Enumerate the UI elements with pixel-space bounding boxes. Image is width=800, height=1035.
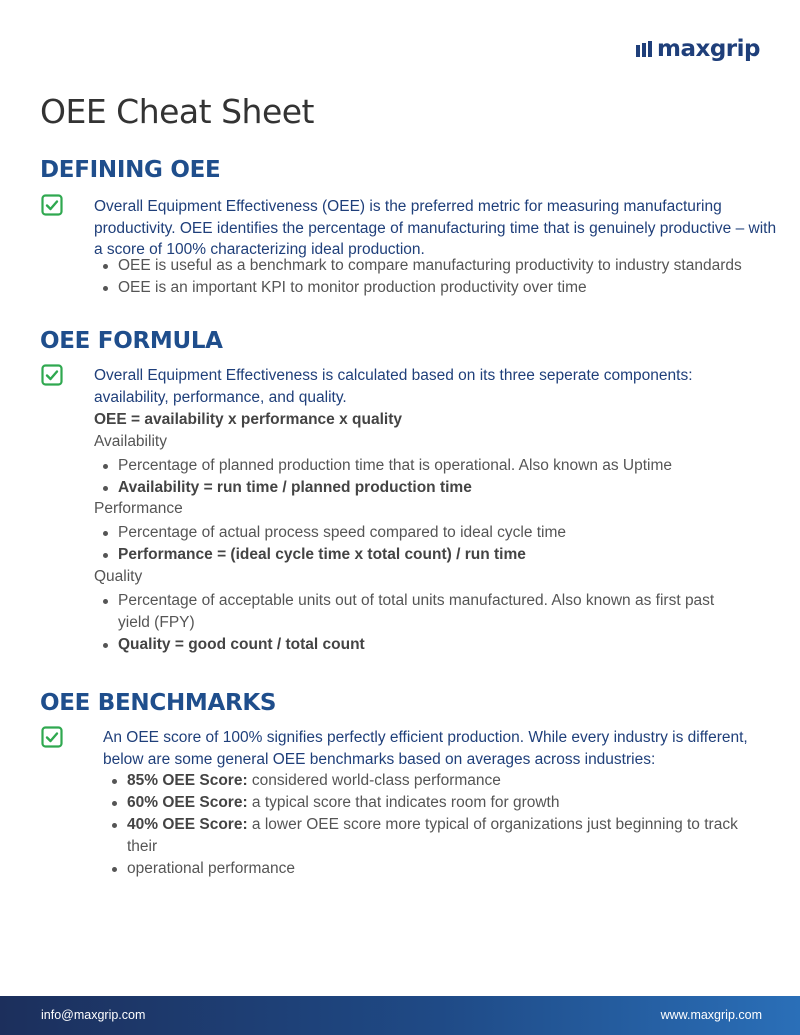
page-title: OEE Cheat Sheet xyxy=(40,92,314,131)
section-heading-formula: OEE FORMULA xyxy=(40,328,223,354)
performance-label: Performance xyxy=(94,500,183,517)
list-item: OEE is useful as a benchmark to compare manufacturing productivity to industry standards xyxy=(94,255,784,277)
defining-lead-text: Overall Equipment Effectiveness (OEE) is the preferred metric for measuring manufacturing productivity. OEE identifies the percentage of manufacturing time that is genuinely productive – with a score of 100% characterizing ideal production. xyxy=(94,198,777,258)
benchmark-label: 85% OEE Score: xyxy=(127,772,248,789)
section-heading-benchmarks: OEE BENCHMARKS xyxy=(40,690,277,716)
benchmark-item xyxy=(103,770,758,792)
benchmarks-list xyxy=(103,770,758,880)
quality-list xyxy=(94,590,734,656)
footer-bar xyxy=(0,996,800,1035)
formula-lead-text: Overall Equipment Effectiveness is calculated based on its three seperate components: availability, performance, and quality. xyxy=(94,367,693,406)
list-item: Percentage of actual process speed compared to ideal cycle time xyxy=(94,522,784,544)
benchmark-text: a typical score that indicates room for growth xyxy=(247,794,560,811)
checkbox-check-icon xyxy=(41,726,63,748)
benchmark-item xyxy=(103,792,758,814)
defining-bullet-list xyxy=(94,255,784,299)
logo-wordmark: maxgrip xyxy=(657,36,760,62)
availability-formula: Availability = run time / planned production time xyxy=(94,477,784,499)
benchmark-text: a lower OEE score more typical of organizations just beginning to track their xyxy=(127,816,738,855)
checkbox-check-icon xyxy=(41,194,63,216)
availability-label: Availability xyxy=(94,433,167,450)
availability-list xyxy=(94,455,784,499)
oee-formula: OEE = availability x performance x quality xyxy=(94,411,402,428)
benchmark-label: 40% OEE Score: xyxy=(127,816,248,833)
maxgrip-logo xyxy=(636,36,760,62)
performance-formula: Performance = (ideal cycle time x total count) / run time xyxy=(94,544,784,566)
section-heading-defining: DEFINING OEE xyxy=(40,157,221,183)
benchmark-text: considered world-class performance xyxy=(247,772,501,789)
list-item: Percentage of acceptable units out of total units manufactured. Also known as first past yield (FPY) xyxy=(94,590,734,634)
footer-email-link[interactable]: info@maxgrip.com xyxy=(41,1008,146,1022)
performance-list xyxy=(94,522,784,566)
quality-label: Quality xyxy=(94,568,143,585)
list-item: OEE is an important KPI to monitor production productivity over time xyxy=(94,277,784,299)
benchmarks-lead-text: An OEE score of 100% signifies perfectly efficient production. While every industry is different, below are some general OEE benchmarks based on averages across industries: xyxy=(103,729,748,768)
benchmark-item xyxy=(103,814,758,858)
footer-website-link[interactable]: www.maxgrip.com xyxy=(660,1008,762,1022)
checkbox-check-icon xyxy=(41,364,63,386)
quality-formula: Quality = good count / total count xyxy=(94,634,734,656)
list-item: operational performance xyxy=(103,858,758,880)
list-item: Percentage of planned production time that is operational. Also known as Uptime xyxy=(94,455,784,477)
logo-bars-icon xyxy=(636,41,654,57)
benchmark-label: 60% OEE Score: xyxy=(127,794,248,811)
